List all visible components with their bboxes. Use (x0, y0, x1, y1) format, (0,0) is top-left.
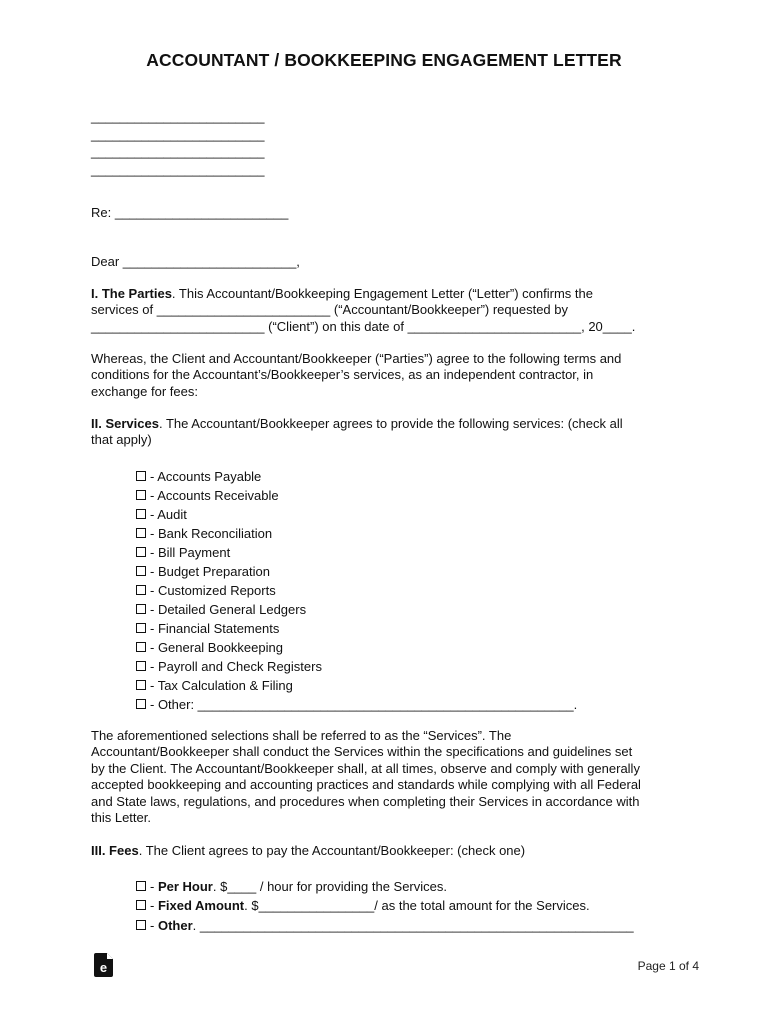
fees-text: . The Client agrees to pay the Accountant/Bookkeeper: (check one) (138, 843, 526, 858)
checkbox[interactable] (136, 547, 146, 557)
checkbox[interactable] (136, 490, 146, 500)
services-section (91, 416, 671, 449)
page-number: Page 1 of 4 (637, 959, 699, 973)
service-option[interactable]: - Financial Statements (136, 619, 577, 638)
service-option[interactable]: - Accounts Payable (136, 467, 577, 486)
service-option[interactable]: - Budget Preparation (136, 562, 577, 581)
address-block (91, 109, 265, 179)
checkbox[interactable] (136, 623, 146, 633)
eforms-logo-icon (94, 953, 114, 977)
checkbox[interactable] (136, 881, 146, 891)
service-option[interactable]: - Payroll and Check Registers (136, 657, 577, 676)
services-checklist (136, 467, 577, 714)
checkbox[interactable] (136, 566, 146, 576)
service-option[interactable]: - Tax Calculation & Filing (136, 676, 577, 695)
fees-checklist (136, 877, 634, 935)
service-option[interactable]: - Bill Payment (136, 543, 577, 562)
checkbox[interactable] (136, 528, 146, 538)
fees-heading: III. Fees (91, 843, 139, 858)
paragraph-line: and State laws, regulations, and procedures when completing their Services in accordance with (91, 793, 640, 809)
checkbox[interactable] (136, 471, 146, 481)
checkbox[interactable] (136, 604, 146, 614)
service-option[interactable]: - Customized Reports (136, 581, 577, 600)
whereas-text: exchange for fees: (91, 383, 198, 399)
paragraph-line: this Letter. (91, 810, 151, 826)
parties-heading: I. The Parties (91, 286, 172, 301)
service-option[interactable]: - Bank Reconciliation (136, 524, 577, 543)
services-text: that apply) (91, 432, 152, 448)
service-option[interactable]: - Other: ____________________________________________________. (136, 695, 577, 714)
aforementioned-paragraph (91, 728, 671, 826)
whereas-text: Whereas, the Client and Accountant/Bookkeeper (“Parties”) agree to the following terms and (91, 351, 622, 366)
checkbox[interactable] (136, 661, 146, 671)
service-option[interactable]: - Detailed General Ledgers (136, 600, 577, 619)
whereas-paragraph (91, 351, 671, 400)
checkbox[interactable] (136, 920, 146, 930)
fee-option-fixed-amount[interactable]: - Fixed Amount. $________________/ as the total amount for the Services. (136, 896, 634, 915)
parties-section (91, 286, 671, 335)
service-option[interactable]: - Accounts Receivable (136, 486, 577, 505)
fee-option-other[interactable]: - Other. ____________________________________________________________ (136, 916, 634, 935)
address-line: ________________________ (91, 126, 265, 142)
services-text: . The Accountant/Bookkeeper agrees to provide the following services: (check all (158, 416, 623, 431)
address-line: ________________________ (91, 144, 265, 159)
salutation: Dear ________________________, (91, 254, 300, 269)
parties-text: ________________________ (“Client”) on this date of ________________________, 20____. (91, 318, 636, 334)
svg-text:e: e (99, 960, 108, 975)
parties-text: services of ________________________ (“Accountant/Bookkeeper”) requested by (91, 302, 569, 318)
checkbox[interactable] (136, 642, 146, 652)
paragraph-line: accepted bookkeeping and accounting practices and standards while complying with all Federal (91, 777, 641, 793)
paragraph-line: The aforementioned selections shall be referred to as the “Services”. The (91, 728, 512, 743)
fees-section (91, 843, 525, 858)
services-heading: II. Services (91, 416, 159, 431)
address-line: ________________________ (91, 109, 265, 124)
document-title: ACCOUNTANT / BOOKKEEPING ENGAGEMENT LETTER (146, 50, 622, 70)
service-option[interactable]: - General Bookkeeping (136, 638, 577, 657)
service-option[interactable]: - Audit (136, 505, 577, 524)
fee-option-per-hour[interactable]: - Per Hour. $____ / hour for providing the Services. (136, 877, 634, 896)
checkbox[interactable] (136, 699, 146, 709)
whereas-text: conditions for the Accountant’s/Bookkeeper’s services, as an independent contractor, in (91, 367, 594, 383)
parties-text: . This Accountant/Bookkeeping Engagement Letter (“Letter”) confirms the (171, 286, 593, 301)
checkbox[interactable] (136, 680, 146, 690)
checkbox[interactable] (136, 509, 146, 519)
checkbox[interactable] (136, 585, 146, 595)
address-line: ________________________ (91, 161, 265, 177)
checkbox[interactable] (136, 900, 146, 910)
paragraph-line: Accountant/Bookkeeper shall conduct the Services within the specifications and guidelines set (91, 744, 633, 760)
paragraph-line: by the Client. The Accountant/Bookkeeper shall, at all times, observe and comply with generally (91, 760, 640, 776)
re-line: Re: ________________________ (91, 205, 289, 220)
